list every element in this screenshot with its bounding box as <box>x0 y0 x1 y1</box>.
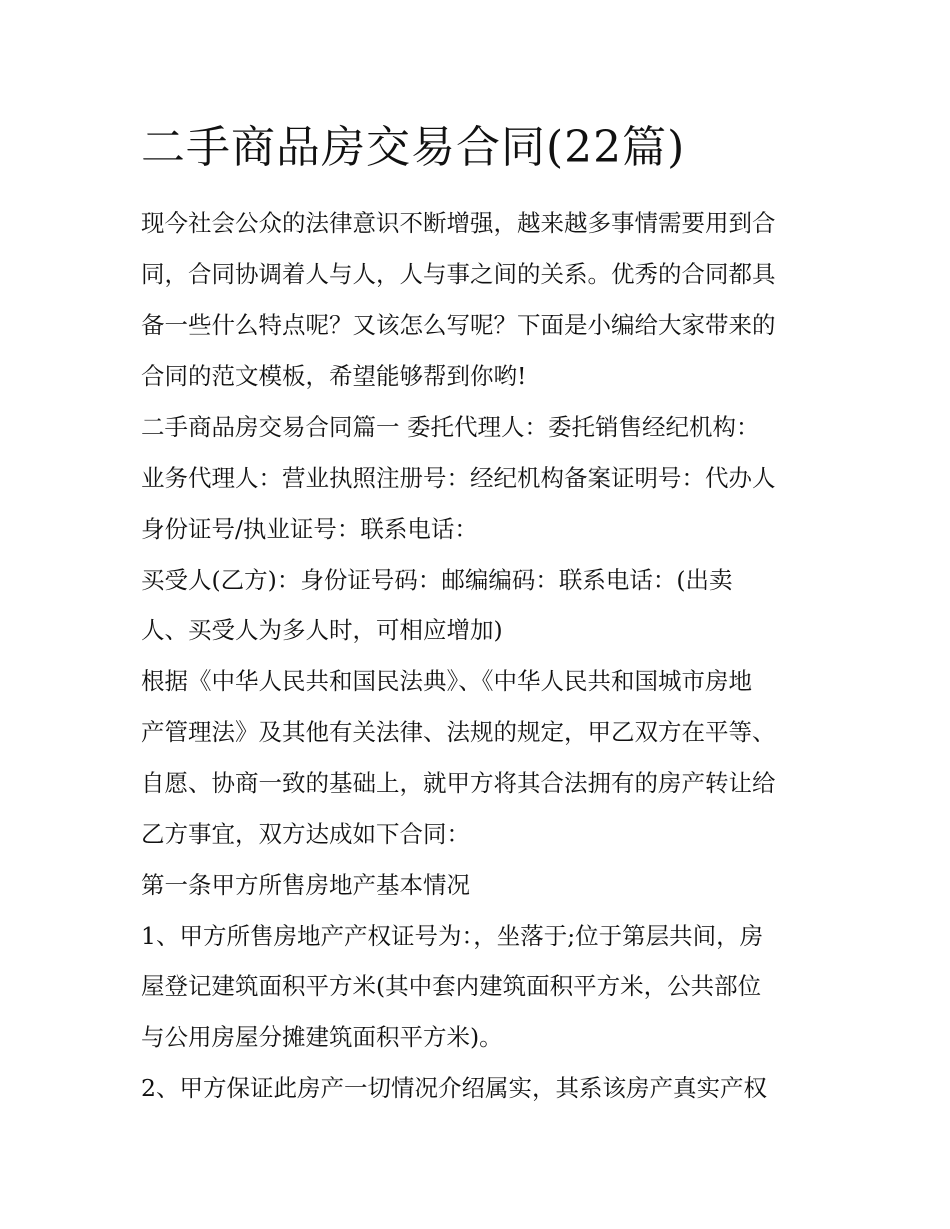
body-line: 身份证号/执业证号：联系电话： <box>141 515 478 543</box>
body-line: 买受人(乙方)：身份证号码：邮编编码：联系电话：(出卖 <box>141 566 733 594</box>
body-line: 人、买受人为多人时，可相应增加) <box>141 616 503 644</box>
body-line: 产管理法》及其他有关法律、法规的规定，甲乙双方在平等、 <box>141 718 776 746</box>
body-line: 备一些什么特点呢？又该怎么写呢？下面是小编给大家带来的 <box>141 311 776 339</box>
body-line: 二手商品房交易合同篇一 委托代理人：委托销售经纪机构： <box>141 413 760 441</box>
body-line: 合同的范文模板，希望能够帮到你哟! <box>141 362 527 390</box>
body-line: 现今社会公众的法律意识不断增强，越来越多事情需要用到合 <box>141 209 776 237</box>
body-line: 乙方事宜，双方达成如下合同： <box>141 820 470 848</box>
body-line: 业务代理人：营业执照注册号：经纪机构备案证明号：代办人 <box>141 464 776 492</box>
body-line: 同，合同协调着人与人，人与事之间的关系。优秀的合同都具 <box>141 260 776 288</box>
body-line: 屋登记建筑面积平方米(其中套内建筑面积平方米，公共部位 <box>141 972 762 1000</box>
body-line: 自愿、协商一致的基础上，就甲方将其合法拥有的房产转让给 <box>141 769 776 797</box>
body-line: 与公用房屋分摊建筑面积平方米)。 <box>141 1023 503 1051</box>
body-line: 1、甲方所售房地产产权证号为：，坐落于;位于第层共间，房 <box>141 922 764 950</box>
body-line: 根据《中华人民共和国民法典》、《中华人民共和国城市房地 <box>141 667 752 695</box>
document-title: 二手商品房交易合同(22篇) <box>141 122 686 173</box>
body-line: 2、甲方保证此房产一切情况介绍属实，其系该房产真实产权 <box>141 1074 767 1102</box>
body-line: 第一条甲方所售房地产基本情况 <box>141 871 470 899</box>
